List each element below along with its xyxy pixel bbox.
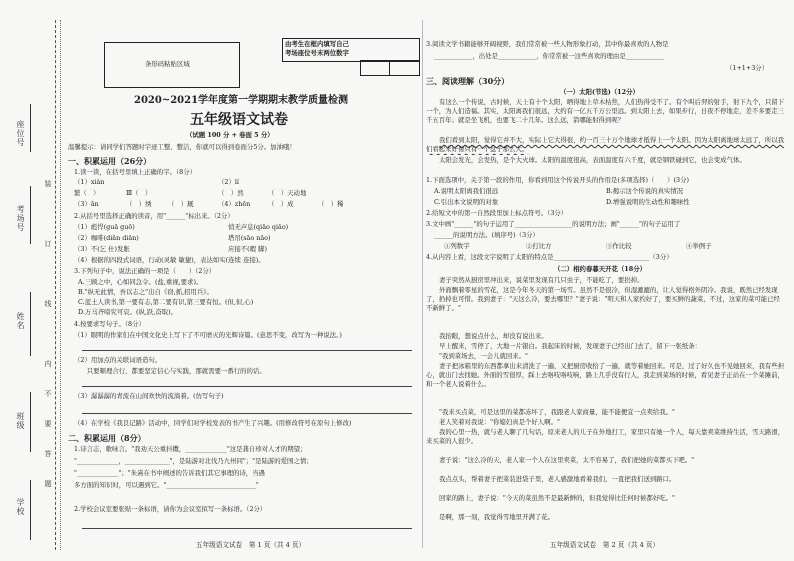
reading2-para: "我来买点菜，可是这里的菜都冻坏了，我跟老人家商量，能不能便宜一点卖给我。" (439, 408, 675, 416)
r1-q3-option-1: ①列数字 (444, 242, 470, 250)
q4-item-1: （1）眼明的作家们在中国文化史上写下了不可磨灭的光辉诗篇。(意思不变，改写为一种说法。) (74, 331, 342, 339)
cut-mark-3: 线 (44, 300, 52, 308)
cut-mark-4: 内 (44, 360, 52, 368)
q1-word-8: （ ）稀 (318, 200, 344, 208)
class-line (30, 392, 31, 452)
cut-mark-2: 订 (44, 240, 52, 248)
notice-line-2: 考场座位号末两位数字 (285, 49, 349, 57)
reading1-para2: 我们看到太阳，觉得它并不大，实际上它大得很，约一百三十万个地球才抵得上一个太阳。因为太阳离地球太远了，所以我们看起来好像只有一个盘子那么大。 (426, 136, 785, 154)
reading2-para: "我到菜场去，一会儿就回来。" (439, 352, 528, 360)
reading2-para: 回家的路上，妻子说："今天的菜虽然不是最新鲜的，但我觉得比任何时候都好吃。" (439, 494, 675, 502)
reading2-para: 我点点头，帮着妻子把菜装进袋子里，老人感激地看着我们，一直把我们送到路口。 (439, 475, 676, 483)
reading2-para: 外面飘着零星的雪花，这是今年冬天的第一场雪。虽然不是很冷，但湿漉漉的，让人觉得格外阴冷。我说，既然已经发现了，扔掉也可惜。我到妻子："天这么冷，要去哪里？"妻子说："明天和人家约好了，要买鲜的蔬菜，不过，这家的菜可能已经不新鲜了。" (426, 286, 780, 313)
q1-item-3: （3）ān (74, 200, 99, 208)
school-line (30, 480, 31, 540)
q2-item-5: （3）不(乞 仕)发胀 (74, 245, 130, 253)
exam-scoring: （试题 100 分 + 卷面 5 分） (186, 131, 274, 139)
q3-option-c: C.蓝土人读书,第一要有志,第二要有识,第三要有恒。(但,但,心) (78, 298, 254, 306)
q1-item-4: （4）zhēn (218, 200, 251, 208)
reading2-para: 妻子说："这么冷的天，老人家一个人在这里卖菜，太不容易了，我们把她的菜都买下吧。" (439, 456, 695, 464)
reading1-q1: 1.下面选项中，关于第一段的作用，你看到用这个传说开头的作用是(多项选择)（ ）(3分) (426, 176, 689, 184)
binding-dotted-line (60, 20, 61, 550)
part3-heading: 三、阅读理解（30分） (426, 76, 510, 86)
r1-q1-option-a: A.说明太阳离我们很远 (434, 187, 499, 195)
binding-strip (0, 0, 62, 561)
r1-q1-option-d: D.增强说明的生动性和趣味性 (606, 198, 690, 206)
label-seat: 座位号 (16, 120, 25, 147)
q3-reading-line1: 3.阅读文学书籍能够开阔视野，我们常常被一些人物形象打动，其中你最喜欢的人物是 (426, 40, 669, 48)
exam-subject: 五年级语文试卷 (190, 112, 288, 128)
q1-word-2: Ⅲ（ ） (126, 189, 152, 197)
part2-q1-line3: "_____________"；"朱熹在书中阐述的告诉我们其它事理的诗，当遇 (74, 469, 265, 477)
label-name: 姓名 (16, 312, 25, 330)
q4-item-2-text: 只要顺理合行，都要坚定信心与实践，那就需要一番行的的话。 (74, 367, 266, 375)
page-one-footer: 五年级语文试卷 第 1 页（共 4 页） (196, 541, 306, 549)
reading1-q4: 4.从内容上看，这段文字说明了太阳的特点是______________________________（3分） (426, 253, 673, 261)
page-two (426, 0, 788, 561)
binding-dashed-line (55, 20, 56, 550)
answer-line[interactable] (82, 413, 412, 414)
reading1-para3: 太阳会发光，会发热，是个大火球。太阳的温度很高，表面温度有六千度，就是钢铁碰到它，也会变成气体。 (439, 156, 746, 164)
q1-item-1: （1）xiàn (74, 178, 105, 186)
q2-item-4: 塔吊(sāo nāo) (228, 234, 271, 242)
r1-q1-option-c: C.引出本文说明的对象 (434, 198, 499, 206)
q2-item-3: （2）咖啡(diǎn diān) (74, 234, 139, 242)
page-one (68, 0, 420, 561)
part1-q4: 4.按要求写句子。（8分） (74, 320, 145, 328)
q1-word-1: 繁（ ） (74, 189, 100, 197)
reading1-q2: 2.给短文中的第一自然段里加上标点符号。（3分） (426, 209, 568, 217)
cut-mark-5: 不 (44, 390, 52, 398)
part2-q1-line2: "_____________，______________"，是陆游对北伐乃九州同"；"是陆游的爱国之情； (74, 457, 313, 465)
seat-line (30, 104, 31, 152)
q1-item-2: （2）lí (218, 178, 239, 186)
barcode-label: 条形码粘贴区域 (145, 60, 190, 68)
label-school: 学校 (16, 498, 25, 516)
reading2-title: （二）相约春暮天开花（18分） (554, 265, 646, 273)
part1-heading: 一、积累运用（26分） (68, 156, 152, 166)
r1-q1-option-b: B.揭示这个传说的真实情况 (606, 187, 684, 195)
cut-mark-6: 要 (44, 420, 52, 428)
reading2-para: 早上醒来，雪停了，大地一片银白。我起床的时候，发现妻子已经出门去了，留下一张纸条： (439, 342, 702, 350)
reading2-para: 我抬眼，想说点什么，却没有说出来。 (439, 332, 548, 340)
reading2-para: 妻子突然从厨房里冲出来，说菜里发现有几只虫子，不能吃了，要扔掉。 (439, 276, 644, 284)
part2-q2: 2.学校会议室要张贴一条标语，请你为会议室拟写一条标语。（2分） (74, 505, 267, 513)
q3-option-b: B."纵无此情，吾以志之"出自《窃,抓,招用兵》。 (78, 288, 213, 296)
q3-option-d: D.万马齐喑究可哀。(纵,跃,奋取)。 (78, 308, 178, 316)
reading1-q3-line1: 3.文中画"______"的句子运用了__________________的说明方法；画"______"的句子运用了 (426, 220, 681, 228)
q3-option-a: A.三顾之中，心如同急令。(盐,重视,要求)。 (78, 278, 203, 286)
part2-heading: 二、积累运用（8分） (68, 433, 146, 443)
reading2-para: 我的心里一热，就与老人聊了几句话，原来老人的儿子在外地打工，家里只有她一个人，每天靠卖菜维持生活，雪天路滑，来买菜的人很少。 (426, 428, 785, 446)
barcode-area (104, 42, 240, 88)
q1-word-7: （ ）成 (268, 200, 294, 208)
answer-line[interactable] (82, 528, 412, 529)
seat-number-notice-box (282, 38, 420, 62)
label-room: 考场号 (16, 205, 25, 232)
q1-word-5: （ ）绣 (126, 200, 152, 208)
exam-tip: 温馨提示：请同学们答题时字迹工整、整洁，你就可以得到卷面分5分。加油哦！ (68, 143, 296, 151)
q4-item-4: （4）在学校《我良记路》活动中，同学们对学校发表的书产生了兴趣。(用修改符号在原句上修改) (74, 419, 352, 427)
exam-title: 2020~2021学年度第一学期期末教学质量检测 (134, 95, 349, 106)
r1-q3-option-2: ②打比方 (526, 242, 552, 250)
reading1-q3-line2: ______的说明方法。(填序号)（3分） (434, 231, 539, 239)
cut-mark-7: 答 (44, 450, 52, 458)
r1-q3-option-4: ④举例子 (686, 242, 712, 250)
part2-q1-line4: 多方面的知识时，可以遇到它。"____________________________" (74, 481, 259, 489)
q1-word-3: （ ）然 (218, 189, 244, 197)
q2-item-6: 应接不(暇 脚) (228, 245, 267, 253)
answer-line[interactable] (82, 350, 412, 351)
reading2-para: 老人笑着对我说："你媳妇真是个好人啊。" (439, 418, 560, 426)
reading2-para: 是啊，那一刻，我觉得雪地里开满了花。 (439, 513, 555, 521)
q3-reading-score: （1+1+3分） (726, 64, 769, 72)
notice-line-1: 由考生在框内填写自己 (285, 40, 349, 48)
r1-q3-option-3: ③作比较 (606, 242, 632, 250)
part1-q3: 3.下列句子中，说法正确的一项是（ ）（2分） (74, 267, 216, 275)
q2-item-2: 悄无声息(qiāo qiǎo) (228, 223, 289, 231)
q4-item-2: （2）用加点的关联词语造句。 (74, 356, 162, 364)
cut-mark-1: 装 (44, 180, 52, 188)
cut-mark-8: 题 (44, 480, 52, 488)
part2-q1-line1: 1.诗言志，歌咏言。"我劝天公重抖擞，_____________"这是龚自珍对人才的期望； (74, 445, 307, 453)
reading1-title: （一）太阳(节选)（12分） (560, 88, 639, 96)
q2-item-1: （1）彪悍(guā guō) (74, 223, 135, 231)
answer-line[interactable] (82, 386, 412, 387)
q2-note: （4）根据的四段式词语，行动(灵敏 敏捷)，表达如实(连续 连接)。 (74, 256, 265, 264)
page-two-footer: 五年级语文试卷 第 2 页（共 4 页） (550, 541, 660, 549)
q4-item-3: （3）潺潺潺的青流在山间欢快的流淌着。(仿写句子) (74, 392, 224, 400)
seat-digit-boxes[interactable] (360, 60, 420, 76)
reading2-para: 妻子把冰箱里的东西都拿出来清洗了一遍，又把厨房收拾了一遍，就等着她回来。可是，过了好久也不见她回来，我有些担心，就出门去找她。外面的雪很厚，踩上去咯吱咯吱响，路上几乎没有行人，我走到菜场的时候，看见妻子正站在一个菜摊前，和一个老人说着什么。 (426, 362, 785, 389)
q1-word-4: （ ）天动地 (268, 189, 307, 197)
label-class: 班级 (16, 412, 25, 430)
q3-reading-line2: ____________，出处是____________，你常常被一这些喜欢的理由是____________ (434, 52, 665, 60)
part1-q1: 1.读一读，在括号里填上正确的字。（8分） (74, 168, 196, 176)
part1-q2: 2.从括号里选择正确的读音，用"______"标出来。（2分） (74, 212, 234, 220)
q1-word-6: （ ）厩 (168, 200, 194, 208)
room-line (30, 186, 31, 244)
page-divider (422, 20, 423, 548)
name-line (30, 292, 31, 356)
reading1-para1: 有这么一个传说，古时候，天上有十个太阳，晒得地上草木枯焦，人们热得受不了。有个叫后羿的射手，射下九个，只留下一个，为人们造福。其实，太阳离我们很远，大约有一亿五千万公里远。到太阳上去，如果步行，日夜不停地走，差不多要走三千五百年；就是坐飞机，也要飞二十几年。这么远，箭哪能射得到呢？ (426, 98, 785, 125)
